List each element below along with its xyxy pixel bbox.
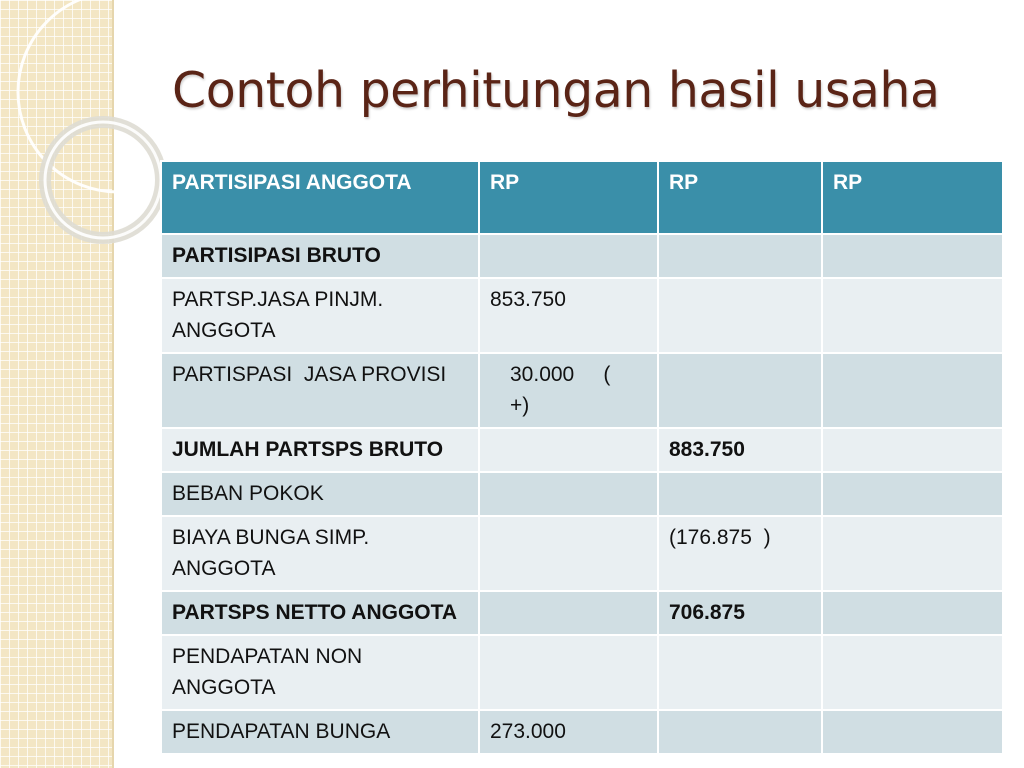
table-row xyxy=(161,428,1002,472)
table-row xyxy=(161,710,1002,754)
slide-title: Contoh perhitungan hasil usaha xyxy=(172,62,940,119)
row-label: PENDAPATAN BUNGA xyxy=(161,710,479,754)
table-header-row xyxy=(161,161,1002,234)
row-value-col2: (176.875 ) xyxy=(658,516,822,591)
table-row xyxy=(161,472,1002,516)
row-value-col2: 706.875 xyxy=(658,591,822,635)
row-label: PARTISPASI JASA PROVISI xyxy=(161,353,479,428)
row-value-col1: 30.000 ( +) xyxy=(479,353,658,428)
table-row xyxy=(161,234,1002,278)
table-row xyxy=(161,516,1002,591)
row-value-col1 xyxy=(479,472,658,516)
row-value-col3 xyxy=(822,234,1002,278)
row-value-col3 xyxy=(822,278,1002,353)
row-label: PARTSP.JASA PINJM. ANGGOTA xyxy=(161,278,479,353)
row-value-col2 xyxy=(658,234,822,278)
row-value-col1: 273.000 xyxy=(479,710,658,754)
row-value-col1: 853.750 xyxy=(479,278,658,353)
row-value-col3 xyxy=(822,428,1002,472)
row-value-col3 xyxy=(822,710,1002,754)
row-value-col3 xyxy=(822,516,1002,591)
row-value-col3 xyxy=(822,353,1002,428)
row-value-col2 xyxy=(658,278,822,353)
row-value-col3 xyxy=(822,635,1002,710)
row-value-col1 xyxy=(479,234,658,278)
table-row xyxy=(161,635,1002,710)
header-rp-1: RP xyxy=(479,161,658,234)
row-label: PARTISIPASI BRUTO xyxy=(161,234,479,278)
row-value-col2 xyxy=(658,635,822,710)
row-label: PENDAPATAN NON ANGGOTA xyxy=(161,635,479,710)
results-table xyxy=(160,160,1002,755)
row-value-col1 xyxy=(479,591,658,635)
header-partisipasi-anggota: PARTISIPASI ANGGOTA xyxy=(161,161,479,234)
row-value-col2 xyxy=(658,353,822,428)
row-value-col2 xyxy=(658,710,822,754)
row-value-col2 xyxy=(658,472,822,516)
row-value-col1 xyxy=(479,516,658,591)
row-value-col2: 883.750 xyxy=(658,428,822,472)
decorative-ring-small-highlight xyxy=(45,122,161,238)
row-value-col1 xyxy=(479,428,658,472)
row-label: BEBAN POKOK xyxy=(161,472,479,516)
header-rp-3: RP xyxy=(822,161,1002,234)
table-row xyxy=(161,353,1002,428)
row-value-col1 xyxy=(479,635,658,710)
row-label: BIAYA BUNGA SIMP. ANGGOTA xyxy=(161,516,479,591)
row-value-col3 xyxy=(822,591,1002,635)
table-row xyxy=(161,278,1002,353)
row-label: JUMLAH PARTSPS BRUTO xyxy=(161,428,479,472)
table-container xyxy=(160,160,1002,768)
header-rp-2: RP xyxy=(658,161,822,234)
table-row xyxy=(161,591,1002,635)
row-label: PARTSPS NETTO ANGGOTA xyxy=(161,591,479,635)
row-value-col3 xyxy=(822,472,1002,516)
